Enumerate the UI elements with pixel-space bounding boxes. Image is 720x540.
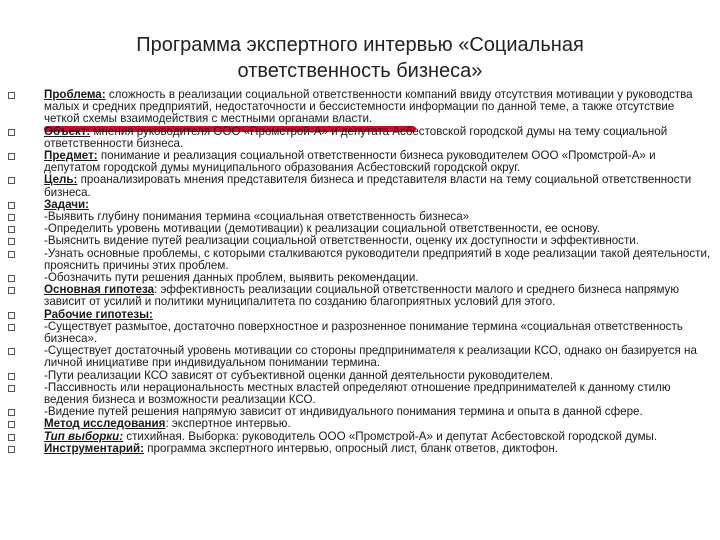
square-bullet-icon (8, 421, 15, 428)
list-item-tools (8, 443, 712, 455)
item-text: сложность в реализации социальной ответственности компаний ввиду отсутствия мотивации у руководства малых и средних предприятий, недостаточности и бессистемности информации по данной теме, а также отсутствие четкой схемы взаимодействия с местными органами власти. (44, 88, 693, 126)
item-label: Цель: (44, 173, 78, 187)
item-text: программа экспертного интервью, опросный лист, бланк ответов, диктофон. (144, 441, 558, 455)
list-item-object (8, 126, 712, 150)
square-bullet-icon (8, 92, 15, 99)
item-text: -Пути реализации КСО зависят от субъективной оценки данной деятельности руководителем. (44, 368, 554, 382)
item-text: : экспертное интервью. (165, 417, 291, 431)
list-item-hypothesis-2 (8, 345, 712, 369)
item-text: понимание и реализация социальной ответственности бизнеса руководителем ООО «Промстрой-А» и депутатом городской думы муниципального образования Асбестовский городской округ. (44, 149, 656, 175)
square-bullet-icon (8, 434, 15, 441)
item-label: Инструментарий: (44, 441, 145, 455)
square-bullet-icon (8, 129, 15, 136)
list-item-subject (8, 150, 712, 174)
item-label: Задачи: (44, 197, 89, 211)
bullet-list (8, 89, 712, 455)
item-text: мнения руководителя ООО «Промстрой-А» и депутата Асбестовской городской думы на тему социальной ответственности бизнеса. (44, 124, 668, 150)
item-label: Проблема: (44, 88, 106, 101)
slide-title (60, 32, 660, 84)
item-text: : эффективность реализации социальной ответственности малого и среднего бизнеса напрямую зависит от усилий и политики муниципалитета по созданию благоприятных условий для этого. (44, 283, 680, 309)
item-text: -Выявить глубину понимания термина «социальная ответственность бизнеса» (44, 210, 470, 224)
item-label: Метод исследования (44, 417, 166, 431)
square-bullet-icon (8, 385, 15, 392)
item-text: -Видение путей решения напрямую зависит от индивидуального понимания термина и опыта в данной сфере. (44, 405, 643, 419)
item-text: проанализировать мнения представителя бизнеса и представителя власти на тему социальной ответственности бизнеса. (44, 173, 692, 199)
item-text: -Существует достаточный уровень мотивации со стороны предпринимателя к реализации КСО, однако он базируется на личной инициативе при индивидуальном понимании термина. (44, 344, 697, 370)
slide-title-line-2: ответственность бизнеса» (237, 60, 483, 82)
item-label: Предмет: (44, 149, 98, 163)
square-bullet-icon (8, 177, 15, 184)
square-bullet-icon (8, 324, 15, 331)
square-bullet-icon (8, 202, 15, 209)
item-text: -Обозначить пути решения данных проблем, выявить рекомендации. (44, 271, 419, 285)
item-text: -Существует размытое, достаточно поверхностное и разрозненное понимание термина «социальная ответственность бизнеса». (44, 319, 683, 346)
list-item-goal (8, 174, 712, 198)
item-text: -Пассивность или нерациональность местных властей определяют отношение предпринимателей к данному стилю ведения бизнеса и возможности реализации КСО. (44, 380, 671, 407)
item-text: -Выяснить видение путей реализации социальной ответственности, оценку их доступности и эффективности. (44, 234, 639, 248)
slide-title-line-1: Программа экспертного интервью «Социальная (136, 34, 584, 56)
list-item-task-4 (8, 248, 712, 272)
square-bullet-icon (8, 409, 15, 416)
square-bullet-icon (8, 287, 15, 294)
list-item-hypothesis-1 (8, 321, 712, 345)
item-text: -Узнать основные проблемы, с которыми сталкиваются руководители предприятий в ходе реализации такой деятельности, прояснить причины этих проблем. (44, 246, 711, 272)
square-bullet-icon (8, 251, 15, 258)
item-label: Объект: (44, 124, 91, 138)
square-bullet-icon (8, 312, 15, 319)
list-item-problem (8, 89, 712, 126)
square-bullet-icon (8, 373, 15, 380)
item-label: Рабочие гипотезы: (44, 307, 153, 321)
square-bullet-icon (8, 214, 15, 221)
item-label: Основная гипотеза (44, 283, 155, 297)
list-item-main-hypothesis (8, 284, 712, 308)
square-bullet-icon (8, 446, 15, 453)
square-bullet-icon (8, 226, 15, 233)
square-bullet-icon (8, 275, 15, 282)
item-text: -Определить уровень мотивации (демотивации) к реализации социальной ответственности, ее основу. (44, 222, 600, 236)
list-item-hypothesis-4 (8, 382, 712, 406)
square-bullet-icon (8, 153, 15, 160)
item-text: стихийная. Выборка: руководитель ООО «Промстрой-А» и депутат Асбестовской городской думы. (123, 429, 658, 443)
item-label: Тип выборки: (44, 429, 124, 443)
square-bullet-icon (8, 238, 15, 245)
square-bullet-icon (8, 348, 15, 355)
